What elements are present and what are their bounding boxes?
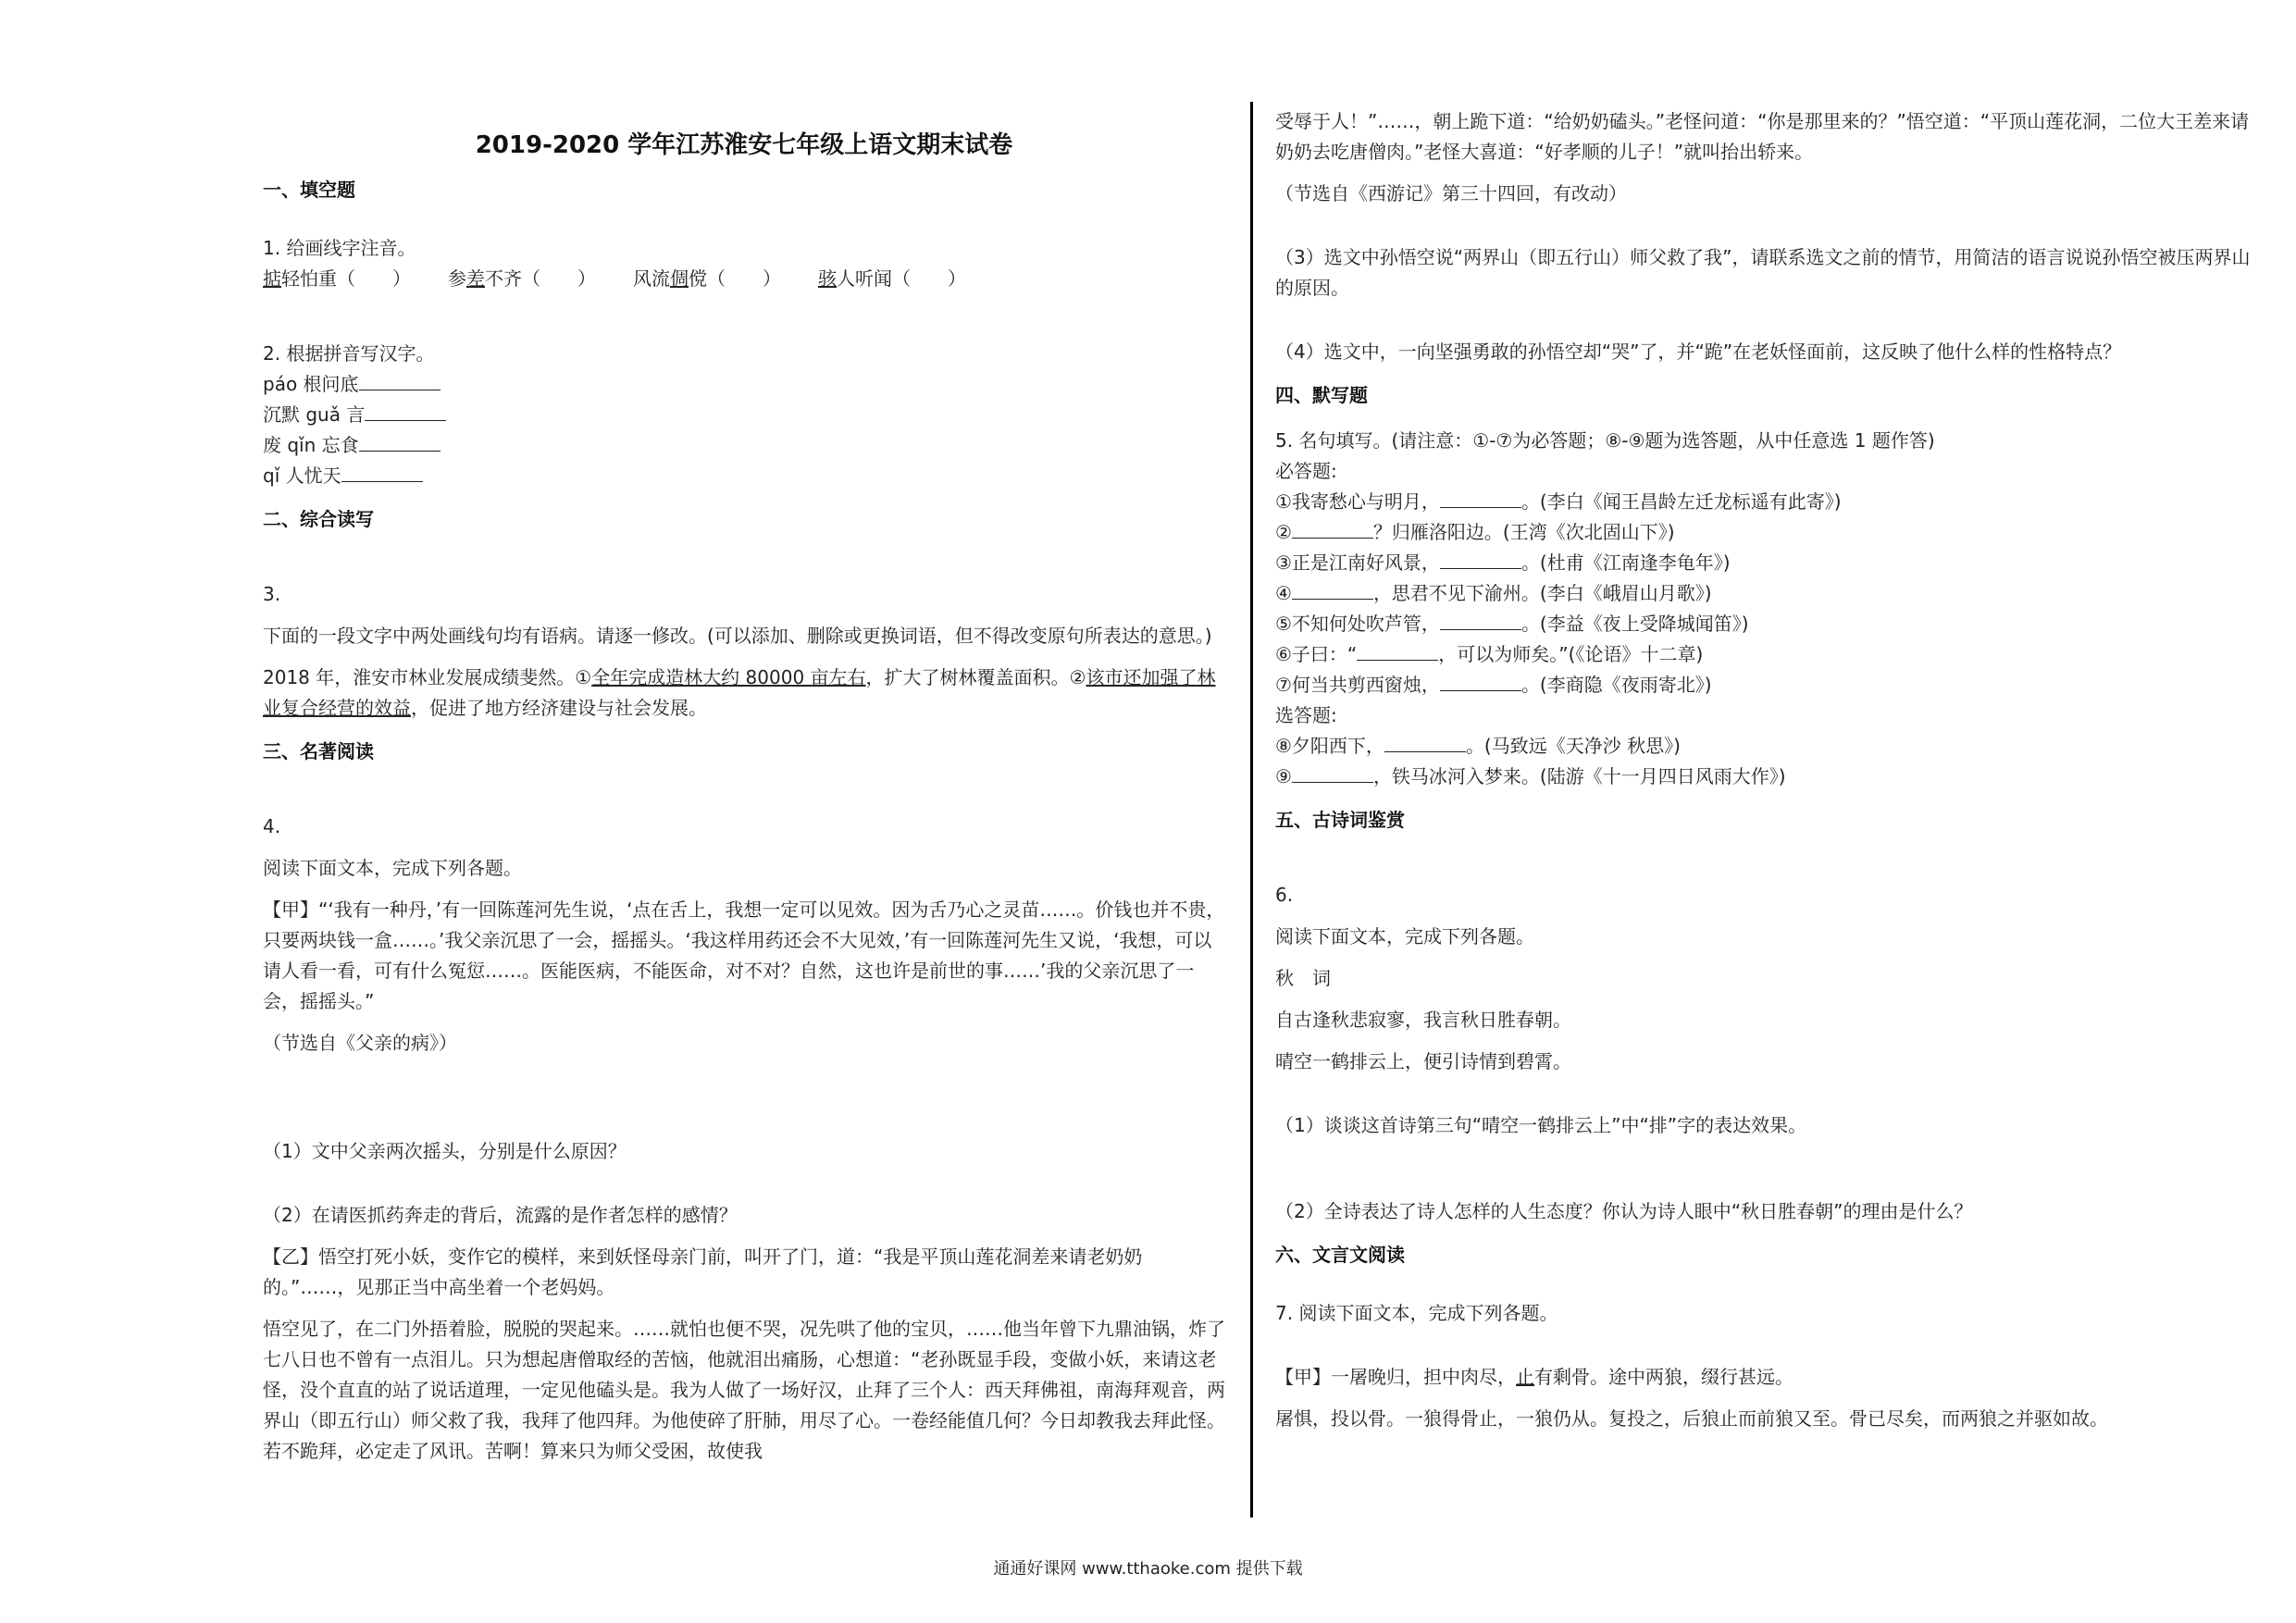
q6-poem-title: 秋 词 [1275,967,1331,989]
page-title: 2019-2020 学年江苏淮安七年级上语文期末试卷 [475,131,1013,159]
q3-passage: 2018 年，淮安市林业发展成绩斐然。①全年完成造林大约 80000 亩左右，扩大了树林覆盖面积。②该市还加强了林业复合经营的效益，促进了地方经济建设与社会发展。 [263,666,1216,719]
q4-yi-source: （节选自《西游记》第三十四回，有改动） [1275,182,1627,204]
q6-poem-line-2: 晴空一鹤排云上，便引诗情到碧霄。 [1275,1050,1571,1072]
q4-passage-yi-continued: 受辱于人！”……，朝上跪下道：“给奶奶磕头。”老怪问道：“你是那里来的？”悟空道：“平顶山莲花洞，二位大王差来请奶奶去吃唐僧肉。”老怪大喜道：“好孝顺的儿子！”就叫抬出轿来。 [1275,110,2250,163]
q3-number: 3. [263,583,281,605]
q6-sub1: （1）谈谈这首诗第三句“晴空一鹤排云上”中“排”字的表达效果。 [1275,1114,1807,1136]
q2-item-4: qǐ 人忧天 [263,461,1225,491]
section-fill-blank: 一、填空题 [263,179,355,201]
q5-item-7: ⑦何当共剪西窗烛， 。(李商隐《夜雨寄北》) [1275,674,1712,696]
q7-head: 7. 阅读下面文本，完成下列各题。 [1275,1302,1558,1324]
q5-opt-item-9: ⑨ ，铁马冰河入梦来。(陆游《十一月四日风雨大作》) [1275,765,1786,787]
page-footer: 通通好课网 www.tthaoke.com 提供下载 [993,1559,1303,1579]
q1-item-2: 参差不齐（ ） [448,267,596,290]
section-dictation: 四、默写题 [1275,384,1368,406]
q5-head: 5. 名句填写。(请注意：①-⑦为必答题；⑧-⑨题为选答题，从中任意选 1 题作答) [1275,429,1935,452]
q4-passage-jia: 【甲】“‘我有一种丹，’有一回陈莲河先生说，‘点在舌上，我想一定可以见效。因为舌乃心之灵苗……。价钱也并不贵，只要两块钱一盒……。’我父亲沉思了一会，摇摇头。‘我这样用药还会不大见效，’有一回陈莲河先生又说，‘我想，可以请人看一看，可有什么冤愆……。医能医病，不能医命，对不对？自然，这也许是前世的事……’我的父亲沉思了一会，摇摇头。” [263,898,1225,1012]
q4-sub3: （3）选文中孙悟空说“两界山（即五行山）师父救了我”，请联系选文之前的情节，用简洁的语言说说孙悟空被压两界山的原因。 [1275,246,2251,299]
q6-poem-line-1: 自古逢秋悲寂寥，我言秋日胜春朝。 [1275,1009,1571,1031]
q7-passage-1: 【甲】一屠晚归，担中肉尽，止有剩骨。途中两狼，缀行甚远。 [1275,1366,1793,1388]
q7-passage-2: 屠惧，投以骨。一狼得骨止，一狼仍从。复投之，后狼止而前狼又至。骨已尽矣，而两狼之并驱如故。 [1275,1407,2108,1430]
q2-item-3: 废 qǐn 忘食 [263,430,1225,461]
q1-item-3: 风流倜傥（ ） [633,267,781,290]
q4-intro: 阅读下面文本，完成下列各题。 [263,857,522,879]
section-classics-reading: 三、名著阅读 [263,740,374,762]
q5-opt-item-8: ⑧夕阳西下， 。(马致远《天净沙 秋思》) [1275,735,1681,757]
q5-must-label: 必答题: [1275,460,1337,482]
q1-head: 1. 给画线字注音。 [263,237,416,259]
q5-item-1: ①我寄愁心与明月， 。(李白《闻王昌龄左迁龙标遥有此寄》) [1275,490,1842,513]
q5-item-6: ⑥子曰：“ ，可以为师矣。”(《论语》十二章) [1275,643,1704,665]
q4-sub2: （2）在请医抓药奔走的背后，流露的是作者怎样的感情？ [263,1204,738,1226]
q1-item-4: 骇人听闻（ ） [818,267,966,290]
column-divider [1250,102,1253,1518]
q1-items [263,264,1225,294]
q6-sub2: （2）全诗表达了诗人怎样的人生态度？你认为诗人眼中“秋日胜春朝”的理由是什么？ [1275,1200,1973,1222]
right-column [1275,106,2256,1445]
q1-item-1: 掂轻怕重（ ） [263,267,411,290]
q6-number: 6. [1275,884,1294,906]
left-column [263,93,1225,1478]
q5-item-2: ② ？归雁洛阳边。(王湾《次北固山下》) [1275,521,1675,543]
section-classical-chinese: 六、文言文阅读 [1275,1244,1405,1266]
q4-passage-yi-2: 悟空见了，在二门外捂着脸，脱脱的哭起来。……就怕也便不哭，况先哄了他的宝贝，……他当年曾下九鼎油锅，炸了七八日也不曾有一点泪儿。只为想起唐僧取经的苦恼，他就泪出痛肠，心想道：“老孙既显手段，变做小妖，来请这老怪，没个直直的站了说话道理，一定见他磕头是。我为人做了一场好汉，止拜了三个人：西天拜佛祖，南海拜观音，两界山（即五行山）师父救了我，我拜了他四拜。为他使碎了肝肺，用尽了心。一卷经能值几何？今日却教我去拜此怪。若不跪拜，必定走了风讯。苦啊！算来只为师父受困，故使我 [263,1318,1225,1462]
q5-item-4: ④ ，思君不见下渝州。(李白《峨眉山月歌》) [1275,582,1712,604]
q2-item-1: páo 根问底 [263,369,1225,400]
q5-item-3: ③正是江南好风景， 。(杜甫《江南逢李龟年》) [1275,551,1731,574]
q5-optional-label: 选答题: [1275,704,1337,726]
q4-sub1: （1）文中父亲两次摇头，分别是什么原因？ [263,1140,627,1162]
q4-sub4: （4）选文中，一向坚强勇敢的孙悟空却“哭”了，并“跪”在老妖怪面前，这反映了他什么样的性格特点？ [1275,341,2122,363]
q4-jia-source: （节选自《父亲的病》） [263,1032,457,1054]
q4-passage-yi-1: 【乙】悟空打死小妖，变作它的模样，来到妖怪母亲门前，叫开了门，道：“我是平顶山莲花洞差来请老奶奶的。”……，见那正当中高坐着一个老妈妈。 [263,1245,1143,1298]
q2-item-2: 沉默 guǎ 言 [263,400,1225,430]
section-reading-writing: 二、综合读写 [263,508,374,530]
q5-item-5: ⑤不知何处吹芦管， 。(李益《夜上受降城闻笛》) [1275,613,1749,635]
q2-head: 2. 根据拼音写汉字。 [263,342,435,365]
q3-intro: 下面的一段文字中两处画线句均有语病。请逐一修改。(可以添加、删除或更换词语，但不得改变原句所表达的意思。) [263,625,1212,647]
q6-intro: 阅读下面文本，完成下列各题。 [1275,925,1534,948]
section-poetry-appreciation: 五、古诗词鉴赏 [1275,809,1405,831]
q4-number: 4. [263,815,281,837]
